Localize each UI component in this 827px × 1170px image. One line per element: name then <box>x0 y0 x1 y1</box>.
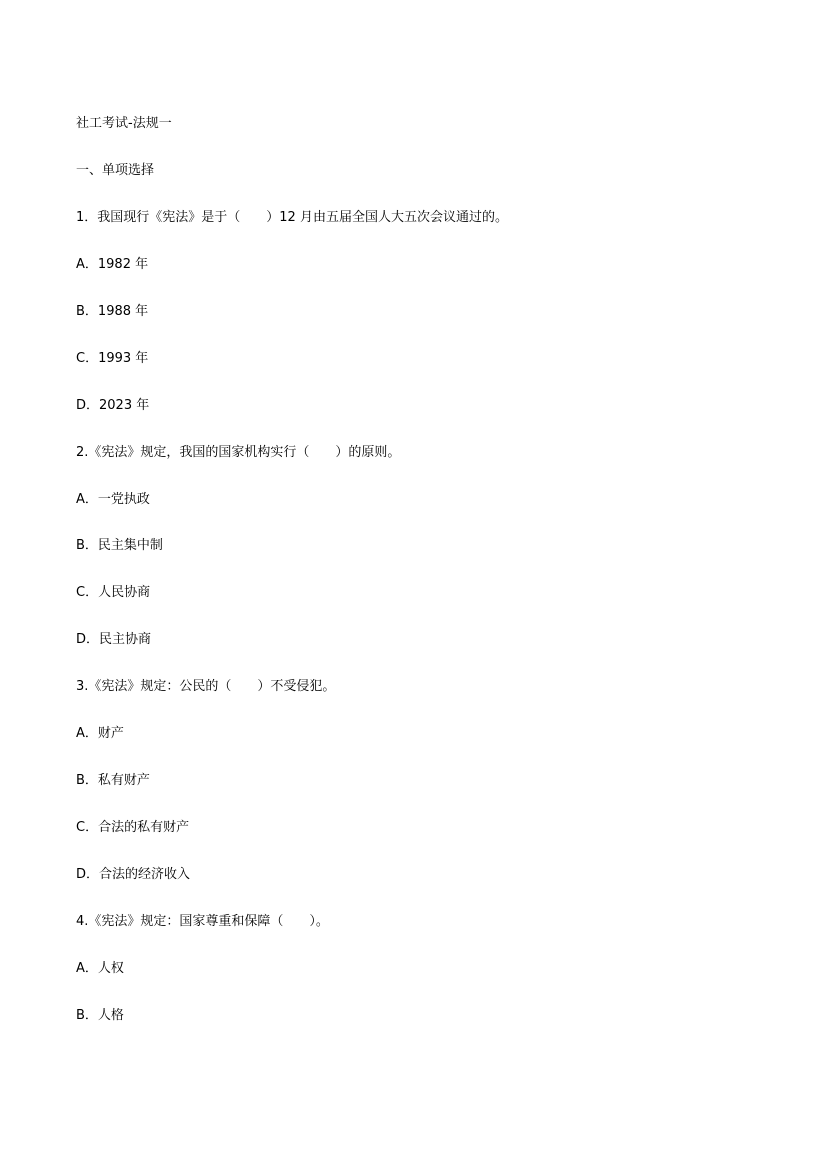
question-3-option-b: B．私有财产 <box>76 773 150 788</box>
question-2-option-a: A．一党执政 <box>76 492 150 507</box>
question-3-option-c: C．合法的私有财产 <box>76 820 190 835</box>
section-heading: 一、单项选择 <box>76 163 155 178</box>
question-4-option-b: B．人格 <box>76 1008 124 1023</box>
question-2-option-d: D．民主协商 <box>76 632 152 647</box>
question-1-option-d: D．2023 年 <box>76 398 150 413</box>
question-2-stem: 2.《宪法》规定，我国的国家机构实行（ ）的原则。 <box>76 445 401 460</box>
question-3-stem: 3.《宪法》规定：公民的（ ）不受侵犯。 <box>76 679 336 694</box>
question-3-option-d: D．合法的经济收入 <box>76 867 191 882</box>
question-1-option-b: B．1988 年 <box>76 304 149 319</box>
question-1-option-a: A．1982 年 <box>76 257 149 272</box>
document-title: 社工考试-法规一 <box>76 116 172 131</box>
question-2-option-c: C．人民协商 <box>76 585 151 600</box>
question-1-option-c: C．1993 年 <box>76 351 149 366</box>
question-2-option-b: B．民主集中制 <box>76 538 163 553</box>
question-3-option-a: A．财产 <box>76 726 124 741</box>
question-4-stem: 4.《宪法》规定：国家尊重和保障（ ）。 <box>76 914 329 929</box>
question-1-stem: 1．我国现行《宪法》是于（ ）12 月由五届全国人大五次会议通过的。 <box>76 210 508 225</box>
question-4-option-a: A．人权 <box>76 961 124 976</box>
